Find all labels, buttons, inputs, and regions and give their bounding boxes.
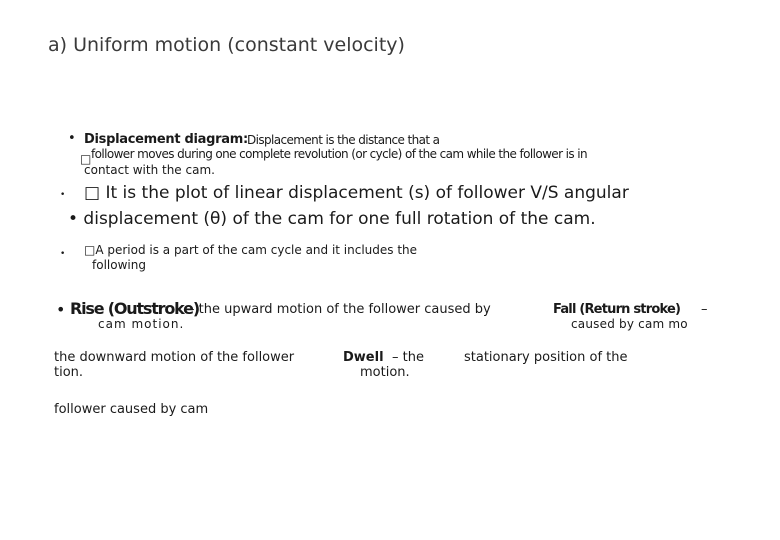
- bullet: •: [68, 131, 76, 146]
- small-bullet: •: [60, 249, 66, 259]
- tion-text: tion.: [54, 365, 84, 380]
- period-definition-line-1: □A period is a part of the cam cycle and it includes the: [84, 243, 418, 257]
- dwell-heading: Dwell: [343, 350, 384, 365]
- displacement-definition-line-1: Displacement is the distance that a: [247, 133, 440, 147]
- rise-description: – the upward motion of the follower caused by: [188, 302, 491, 317]
- fall-dash: –: [701, 302, 708, 317]
- small-bullet: •: [60, 190, 66, 200]
- stationary-position-text: stationary position of the: [464, 350, 628, 365]
- rise-heading: Rise (Outstroke): [70, 299, 199, 318]
- caused-by-cam-text: caused by cam mo: [571, 317, 688, 331]
- dwell-dash: – the: [392, 350, 424, 365]
- follower-caused-by-cam-text: follower caused by cam: [54, 402, 209, 417]
- box-glyph: □: [80, 152, 92, 166]
- downward-motion-text: the downward motion of the follower: [54, 350, 295, 365]
- period-definition-line-2: following: [92, 258, 146, 272]
- plot-description-line-2: • displacement (θ) of the cam for one full rotation of the cam.: [68, 209, 596, 229]
- motion-text: motion.: [360, 365, 410, 380]
- bullet: •: [56, 300, 66, 319]
- fall-heading: Fall (Return stroke): [553, 302, 681, 317]
- displacement-definition-line-2: follower moves during one complete revolution (or cycle) of the cam while the follower is in: [91, 147, 587, 161]
- cam-motion-text: cam motion.: [98, 317, 185, 331]
- displacement-diagram-heading: Displacement diagram:: [84, 132, 248, 147]
- displacement-definition-line-3: contact with the cam.: [84, 163, 215, 177]
- slide-title: a) Uniform motion (constant velocity): [48, 34, 405, 56]
- plot-description-line-1: □ It is the plot of linear displacement (s) of follower V/S angular: [84, 183, 629, 203]
